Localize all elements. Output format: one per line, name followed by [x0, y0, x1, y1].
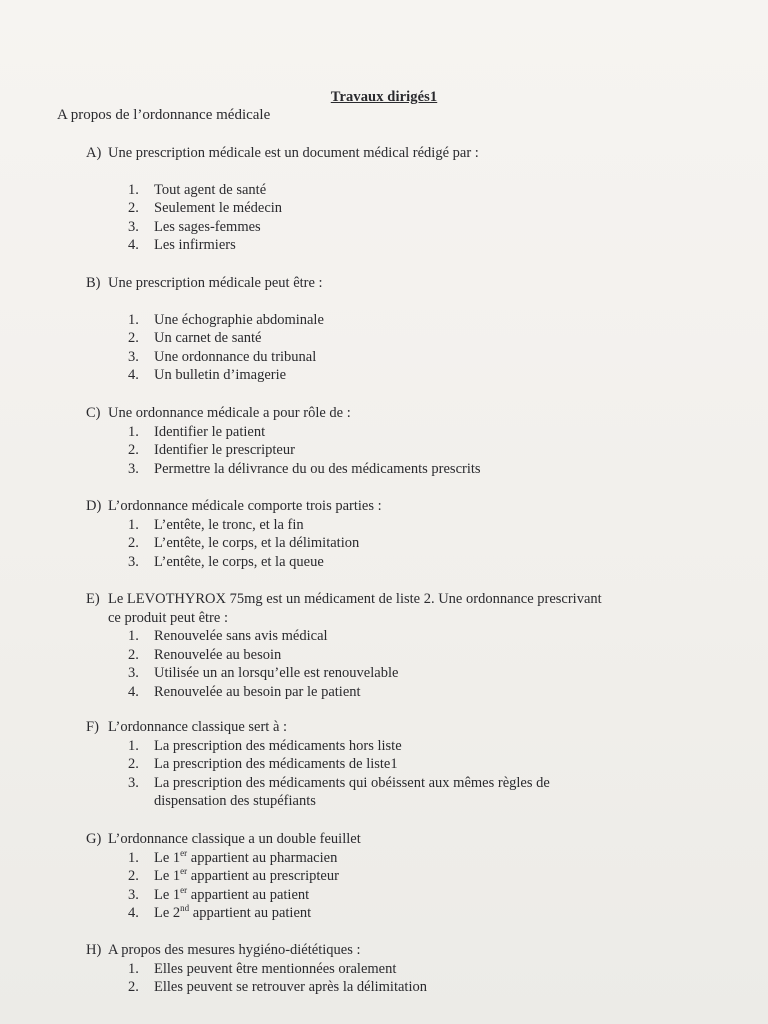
answer-item: 1. Renouvelée sans avis médical: [128, 628, 328, 644]
answer-item: 2. Renouvelée au besoin: [128, 646, 282, 663]
intro-heading: A propos de l’ordonnance médicale: [57, 107, 271, 123]
question-text: L’ordonnance classique a un double feuillet: [108, 831, 361, 847]
question-letter: H): [86, 942, 102, 958]
answer-item: 4. Les infirmiers: [128, 237, 236, 253]
answer-list: [128, 737, 706, 811]
question-letter: F): [86, 719, 99, 735]
answer-list: [128, 849, 706, 923]
question-d: [86, 497, 706, 571]
answer-list: [128, 181, 706, 255]
answer-item: 1. L’entête, le tronc, et la fin: [128, 516, 304, 533]
answer-item: 1. Elles peuvent être mentionnées oralement: [128, 960, 397, 977]
answer-list: [128, 960, 706, 997]
answer-item: 1. Une échographie abdominale: [128, 311, 324, 328]
question-text: Le LEVOTHYROX 75mg est un médicament de liste 2. Une ordonnance prescrivant: [108, 591, 602, 607]
question-letter: E): [86, 591, 100, 607]
answer-item: 2. Seulement le médecin: [128, 200, 283, 216]
answer-item: 1. Tout agent de santé: [128, 181, 267, 198]
page-title: Travaux dirigés1: [330, 89, 438, 105]
answer-item: 2. Le 1er appartient au prescripteur: [128, 866, 339, 884]
question-text: Une ordonnance médicale a pour rôle de :: [108, 405, 351, 421]
question-letter: B): [86, 275, 101, 291]
question-text: L’ordonnance médicale comporte trois parties :: [108, 498, 382, 514]
answer-item: 3. Permettre la délivrance du ou des médicaments prescrits: [128, 460, 481, 477]
answer-item: 2. L’entête, le corps, et la délimitation: [128, 535, 360, 551]
question-letter: C): [86, 405, 101, 421]
answer-item: 4. Le 2nd appartient au patient: [128, 903, 312, 921]
question-f: [86, 718, 706, 811]
question-letter: G): [86, 831, 102, 847]
answer-item: 3. La prescription des médicaments qui obéissent aux mêmes règles de dispensation des stupéfiants: [128, 774, 550, 809]
question-g: [86, 830, 706, 923]
answer-list: [128, 311, 706, 385]
answer-item: 1. Le 1er appartient au pharmacien: [128, 847, 338, 866]
question-text: Une prescription médicale est un document médical rédigé par :: [108, 145, 479, 161]
question-a: [86, 144, 706, 255]
question-h: [86, 941, 706, 997]
question-text: A propos des mesures hygiéno-diététiques :: [108, 942, 361, 958]
answer-item: 3. Le 1er appartient au patient: [128, 884, 310, 903]
answer-item: 2. La prescription des médicaments de liste1: [128, 756, 398, 772]
question-c: [86, 404, 706, 478]
answer-list: [128, 423, 706, 479]
question-b: [86, 274, 706, 385]
question-letter: D): [86, 498, 102, 514]
question-text: L’ordonnance classique sert à :: [108, 719, 288, 735]
answer-item: 3. Utilisée un an lorsqu’elle est renouvelable: [128, 665, 399, 681]
answer-item: 2. Identifier le prescripteur: [128, 442, 295, 458]
answer-item: 2. Elles peuvent se retrouver après la délimitation: [128, 979, 427, 995]
answer-item: 3. Une ordonnance du tribunal: [128, 348, 317, 365]
answer-item: 1. La prescription des médicaments hors liste: [128, 737, 402, 754]
answer-item: 2. Un carnet de santé: [128, 330, 262, 346]
question-e: [86, 590, 706, 701]
question-letter: A): [86, 145, 102, 161]
answer-item: 4. Un bulletin d’imagerie: [128, 367, 287, 383]
question-text: Une prescription médicale peut être :: [108, 275, 323, 291]
answer-item: 3. L’entête, le corps, et la queue: [128, 553, 324, 570]
answer-item: 1. Identifier le patient: [128, 423, 266, 440]
answer-item: 3. Les sages-femmes: [128, 218, 261, 235]
answer-list: [128, 627, 706, 701]
question-text-continued: ce produit peut être :: [108, 609, 228, 626]
answer-list: [128, 516, 706, 572]
answer-item: 4. Renouvelée au besoin par le patient: [128, 683, 361, 700]
